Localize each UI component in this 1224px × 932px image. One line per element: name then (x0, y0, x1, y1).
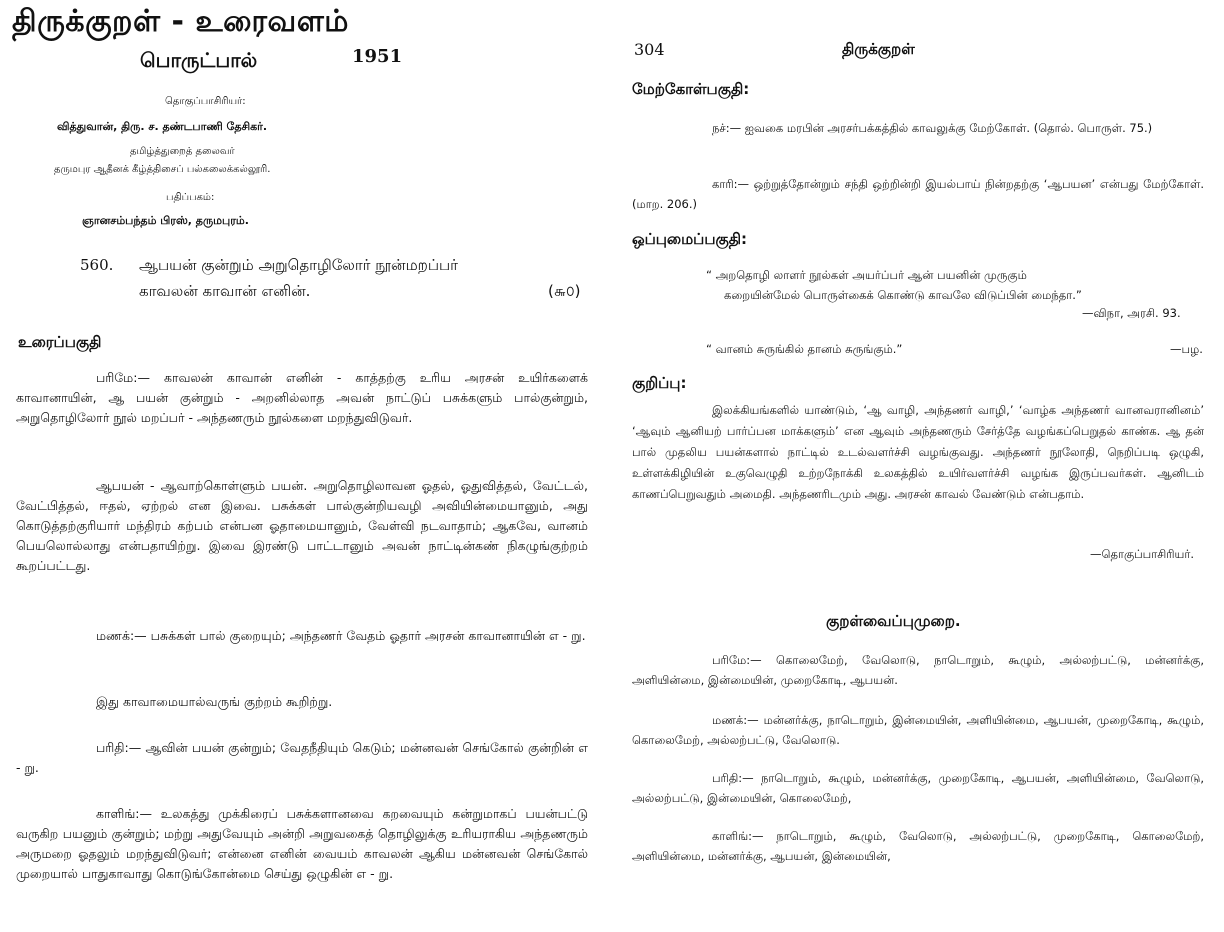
kural-line-2: காவலன் காவான் எனின். (139, 282, 311, 300)
commentary-parithi: பரிதி:— ஆவின் பயன் குன்றும்; வேதநீதியும் கெடும்; மன்னவன் செங்கோல் குன்றின் எ - று. (16, 740, 588, 775)
parallel-quote-1-line-1: “ அறதொழி லாளர் நூல்கள் அயர்ப்பர் ஆன் பயனின் முருகும் (706, 268, 1027, 282)
citation-nacc: நச்:— ஐவகை மரபின் அரசர்பக்கத்தில் காவலுக்கு மேற்கோள். (தொல். பொருள். 75.) (712, 121, 1153, 135)
note-text: இலக்கியங்களில் யாண்டும், ‘ஆ வாழி, அந்தணர் வாழி,’ ‘வாழ்க அந்தணர் வானவரானினம்’ ‘ஆவும் ஆனியற் பார்ப்பன மாக்களும்’ என ஆவும் அந்தணரும் சேர்த்தே வழங்கப்பெறுதல் காண்க. ஆ தன் பால் முதலிய பயன்களால் நாட்டில் உடல்வளர்ச்சி வழங்குவது. அந்தணர் நூலோதி, நெறிப்படி ஒழுகி, உள்ளக்கிழியின் உகுவெழுதி உற்றநோக்கி உலகத்தில் உயிர்வளர்ச்சி வழங்க இருப்பவர்கள். ஆனிடம் காணப்பெறுவதும் அமைதி. அந்தணரிடமும் அது. அரசன் காவல் வேண்டும் என்பதாம். (632, 403, 1204, 501)
order-parithi: பரிதி:— நாடொறும், கூழும், மன்னர்க்கு, முறைகோடி, ஆபயன், அளியின்மை, வேலொடு, அல்லற்பட்டு, இன்மையின், கொலைமேற், (632, 771, 1204, 805)
heading-parallels: ஒப்புமைப்பகுதி: (632, 230, 748, 248)
running-title: திருக்குறள் (842, 40, 915, 58)
left-page (0, 0, 600, 932)
heading-citations: மேற்கோள்பகுதி: (632, 80, 750, 98)
commentary-parimel-notes: ஆபயன் - ஆவாற்கொள்ளும் பயன். அறுதொழிலாவன ஓதல், ஓதுவித்தல், வேட்டல், வேட்பித்தல், ஈதல், ஏற்றல் என இவை. பசுக்கள் பால்குன்றியவழி அவியின்மையானும், அது கொடுத்தற்குரியார் மந்திரம் கற்பம் என்பன ஓதாமையானும், வேள்வி நடவாதாம்; ஆகவே, வானம் பெயலொல்லாது என்பதாயிற்று. இவை இரண்டு பாட்டானும் அவன் நாட்டின்கண் நிகழுங்குற்றம் கூறப்பட்டது. (16, 478, 588, 573)
kural-tamil-numeral: (௬௦) (548, 282, 581, 300)
parallel-quote-2-source: —பழ. (1170, 342, 1203, 356)
publisher-name: ஞானசம்பந்தம் பிரஸ், தருமபுரம். (82, 214, 249, 227)
publisher-label: பதிப்பகம்: (166, 192, 215, 203)
kural-number: 560. (80, 256, 114, 274)
book-title: திருக்குறள் - உரைவளம் (12, 4, 349, 39)
compiler-college: தருமபுர ஆதீனக் கீழ்த்திசைப் பல்கலைக்கல்லூரி. (54, 164, 271, 175)
note-source: —தொகுப்பாசிரியர். (1090, 547, 1195, 561)
compiler-label: தொகுப்பாசிரியர்: (165, 96, 246, 107)
order-parimel: பரிமே:— கொலைமேற், வேலொடு, நாடொறும், கூழும், அல்லற்பட்டு, மன்னர்க்கு, அளியின்மை, இன்மையின், முறைகோடி, ஆபயன். (632, 653, 1204, 687)
compiler-name: வித்துவான், திரு. ச. தண்டபாணி தேசிகர். (57, 120, 268, 133)
parallel-quote-2: “ வானம் சுருங்கில் தானம் சுருங்கும்.” (706, 342, 903, 356)
commentary-note: இது காவாமையால்வருங் குற்றம் கூறிற்று. (96, 694, 333, 709)
heading-kural-order: குறள்வைப்புமுறை. (826, 612, 961, 630)
order-manakkudavar: மணக்:— மன்னர்க்கு, நாடொறும், இன்மையின், அளியின்மை, ஆபயன், முறைகோடி, கூழும், கொலைமேற், அல்லற்பட்டு, வேலொடு. (632, 713, 1204, 747)
kural-line-1: ஆபயன் குன்றும் அறுதொழிலோர் நூன்மறப்பர் (139, 256, 459, 274)
commentary-parimel: பரிமே:— காவலன் காவான் எனின் - காத்தற்கு உரிய அரசன் உயிர்களைக் காவானாயின், ஆ பயன் குன்றும் - அறனில்லாத அவன் நாட்டுப் பசுக்களும் பால்குன்றும், அறுதொழிலோர் நூல் மறப்பர் - அந்தணரும் நூல்களை மறந்துவிடுவர். (16, 370, 588, 425)
right-page (612, 0, 1224, 932)
section-title: பொருட்பால் (140, 48, 258, 72)
citation-kari: காரி:— ஒற்றுத்தோன்றும் சந்தி ஒற்றின்றி இயல்பாய் நின்றதற்கு ‘ஆபயன’ என்பது மேற்கோள். (மாற. 206.) (632, 177, 1204, 211)
order-kalingar: காளிங்:— நாடொறும், கூழும், வேலொடு, அல்லற்பட்டு, முறைகோடி, கொலைமேற், அளியின்மை, மன்னர்க்கு, ஆபயன், இன்மையின், (632, 829, 1204, 863)
commentary-manakkudavar: மணக்:— பசுக்கள் பால் குறையும்; அந்தணர் வேதம் ஓதார் அரசன் காவானாயின் எ - று. (96, 628, 586, 643)
parallel-quote-1-source: —விநா, அரசி. 93. (1082, 306, 1181, 320)
page-number: 304 (634, 40, 665, 59)
commentary-kalingar: காளிங்:— உலகத்து முக்கிரைப் பசுக்களானவை கறவையும் கன்றுமாகப் பயன்பட்டு வருகிற பயனும் குன்றும்; மற்று அதுவேயும் அன்றி அறுவகைத் தொழிலுக்கு உரியராகிய அந்தணரும் அருமறை ஓதலும் மறந்துவிடுவர்; என்னை எனின் வையம் காவலன் ஆகிய மன்னவன் செங்கோல் முறையால் பாதுகாவாது கொடுங்கோன்மை செய்து ஒழுகின் எ - று. (16, 806, 588, 881)
compiler-role: தமிழ்த்துறைத் தலைவர் (130, 146, 235, 157)
publication-year: 1951 (352, 46, 403, 67)
parallel-quote-1-line-2: கறையின்மேல் பொருள்கைக் கொண்டு காவலே விடுப்பின் மைந்தா.” (724, 288, 1082, 302)
commentary-heading: உரைப்பகுதி (18, 333, 102, 351)
heading-note: குறிப்பு: (632, 374, 687, 392)
